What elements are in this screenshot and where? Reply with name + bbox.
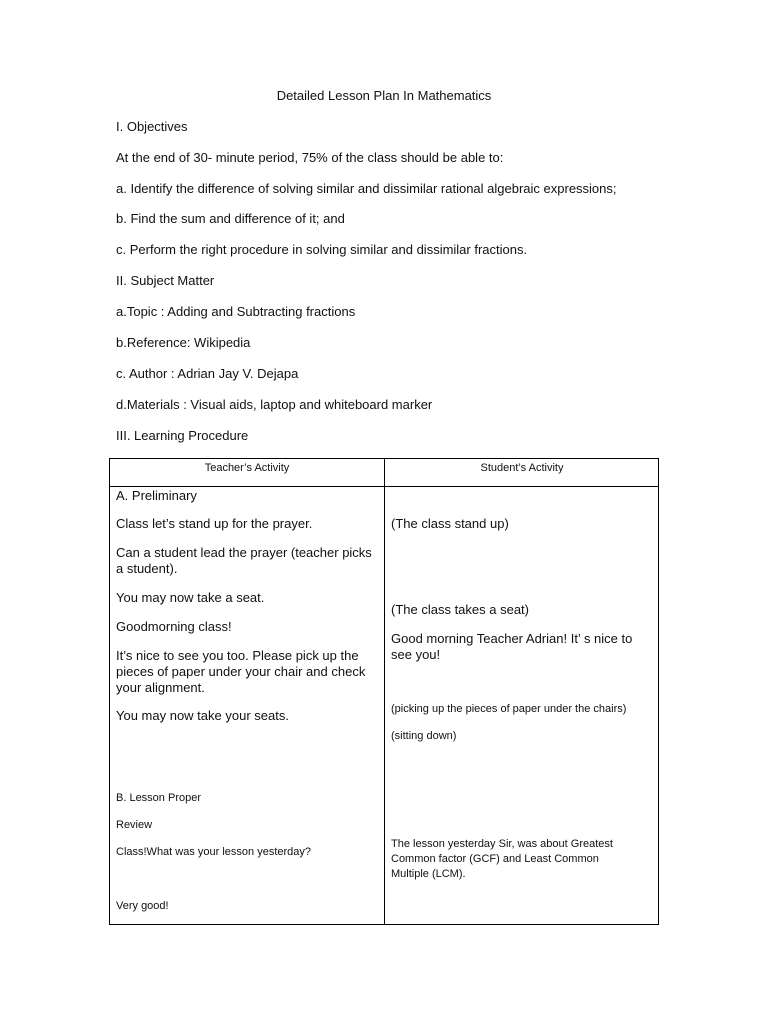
teacher-line: It’s nice to see you too. Please pick up the [116,648,359,663]
teacher-line: Review [116,819,153,831]
objective-c: c. Perform the right procedure in solving similar and dissimilar fractions. [116,242,528,257]
teacher-line: Can a student lead the prayer (teacher picks [116,545,372,560]
teacher-line: You may now take a seat. [116,590,265,605]
teacher-line: You may now take your seats. [116,708,289,723]
student-line: (The class takes a seat) [391,602,529,617]
section-learning-procedure: III. Learning Procedure [116,428,249,443]
student-line: see you! [391,647,441,662]
teacher-line: Goodmorning class! [116,619,232,634]
objective-b: b. Find the sum and difference of it; and [116,211,345,226]
section-objectives: I. Objectives [116,119,188,134]
objectives-intro: At the end of 30- minute period, 75% of the class should be able to: [116,150,504,165]
teacher-line: a student). [116,561,178,576]
subject-topic: a.Topic : Adding and Subtracting fractions [116,304,356,319]
teacher-line: your alignment. [116,680,205,695]
teacher-line: Very good! [116,900,169,912]
student-line: (picking up the pieces of paper under the chairs) [391,703,627,715]
teacher-line: Class let’s stand up for the prayer. [116,516,313,531]
objective-a: a. Identify the difference of solving similar and dissimilar rational algebraic expressions; [116,181,617,196]
table-column-divider [384,459,385,924]
header-student-activity: Student’s Activity [480,462,564,474]
student-line: Multiple (LCM). [391,868,466,880]
student-line: Common factor (GCF) and Least Common [391,853,599,865]
teacher-line: Class!What was your lesson yesterday? [116,846,312,858]
teacher-line: A. Preliminary [116,488,197,503]
subject-materials: d.Materials : Visual aids, laptop and whiteboard marker [116,397,433,412]
activity-table [109,458,659,925]
student-line: Good morning Teacher Adrian! It’ s nice to [391,631,633,646]
section-subject-matter: II. Subject Matter [116,273,215,288]
teacher-line: pieces of paper under your chair and check [116,664,366,679]
teacher-line: B. Lesson Proper [116,792,201,804]
subject-reference: b.Reference: Wikipedia [116,335,251,350]
student-line: (sitting down) [391,730,457,742]
student-line: The lesson yesterday Sir, was about Greatest [391,838,613,850]
student-line: (The class stand up) [391,516,509,531]
table-header-divider [110,486,658,487]
subject-author: c. Author : Adrian Jay V. Dejapa [116,366,299,381]
header-teacher-activity: Teacher’s Activity [204,462,290,474]
document-title: Detailed Lesson Plan In Mathematics [276,88,492,103]
